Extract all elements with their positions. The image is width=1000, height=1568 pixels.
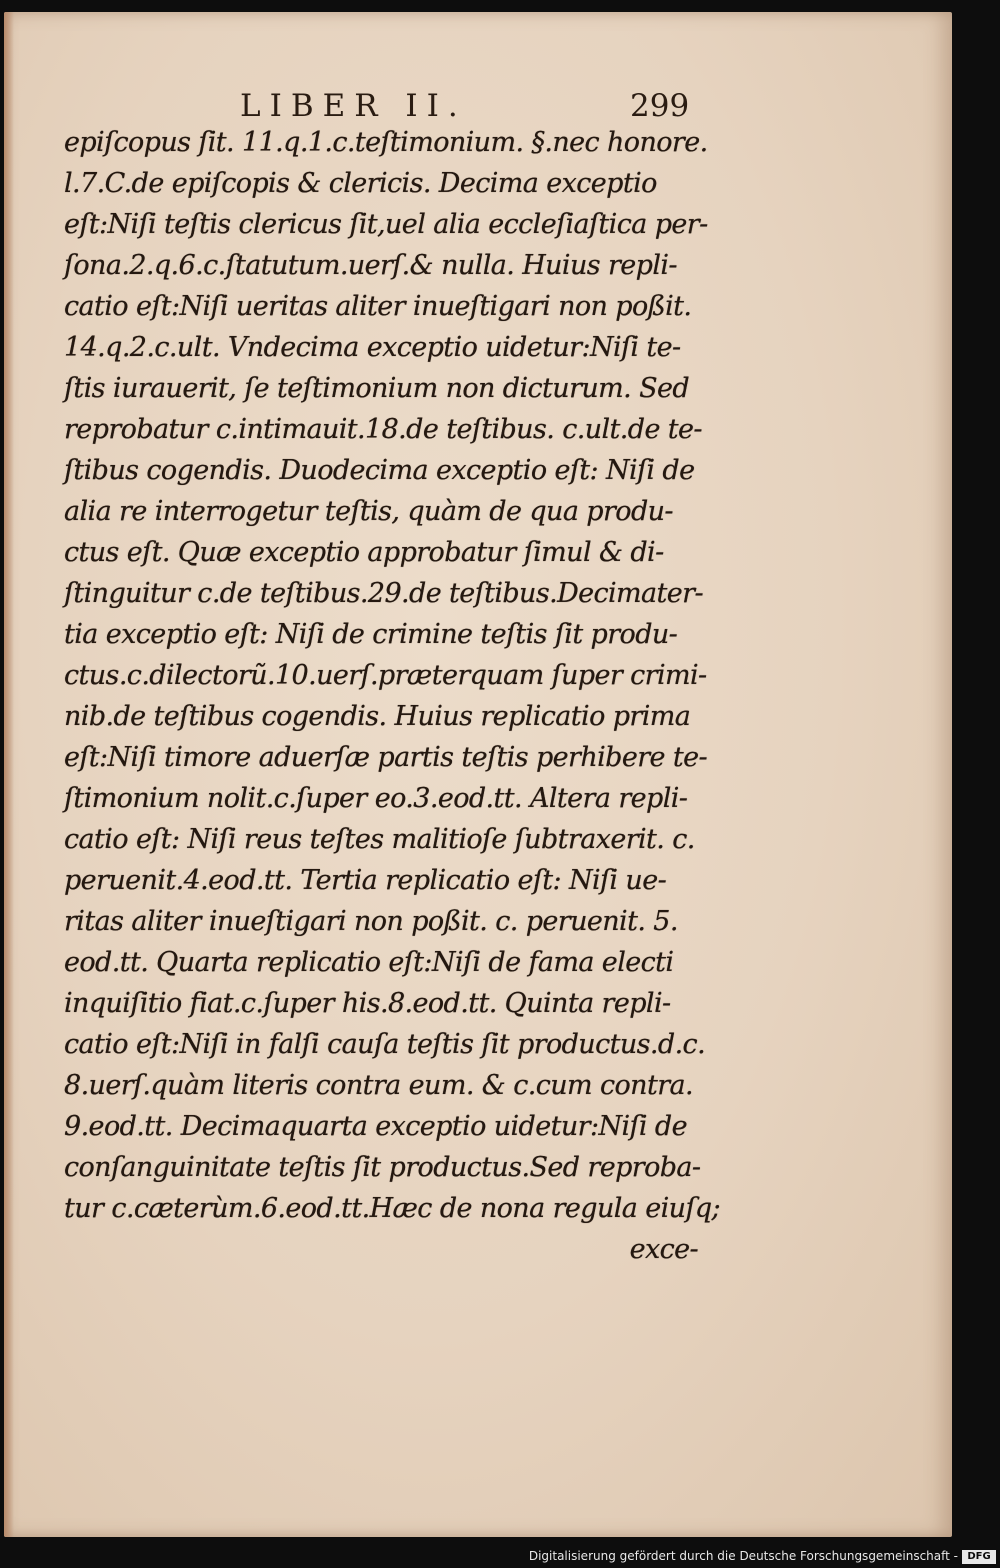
text-line: inquiſitio fiat.c.ſuper his.8.eod.tt. Quinta repli- <box>64 988 671 1019</box>
text-line: l.7.C.de epiſcopis & clericis. Decima exceptio <box>64 168 657 199</box>
body-text <box>64 122 721 1270</box>
text-line: 8.uerſ.quàm literis contra eum. & c.cum contra. <box>64 1070 694 1101</box>
funding-credit: Digitalisierung gefördert durch die Deutsche Forschungsgemeinschaft - <box>528 1549 958 1563</box>
text-line: eſt:Niſi teſtis clericus ſit,uel alia eccleſiaſtica per- <box>64 209 708 240</box>
text-line: eod.tt. Quarta replicatio eſt:Niſi de fama electi <box>64 947 674 978</box>
text-line: conſanguinitate teſtis ſit productus.Sed reproba- <box>64 1152 701 1183</box>
page-number: 299 <box>630 88 690 124</box>
text-line: tur c.cæterùm.6.eod.tt.Hæc de nona regula eiuſq; <box>64 1193 721 1224</box>
text-line: nib.de teſtibus cogendis. Huius replicatio prima <box>64 701 691 732</box>
text-line: peruenit.4.eod.tt. Tertia replicatio eſt: Niſi ue- <box>64 865 667 896</box>
text-line: ſtis iurauerit, ſe teſtimonium non dicturum. Sed <box>64 373 690 404</box>
text-line: tia exceptio eſt: Niſi de crimine teſtis ſit produ- <box>64 619 678 650</box>
text-line: reprobatur c.intimauit.18.de teſtibus. c.ult.de te- <box>64 414 702 445</box>
text-line: ſtinguitur c.de teſtibus.29.de teſtibus.Decimater- <box>64 578 704 609</box>
text-line: catio eſt:Niſi in falſi cauſa teſtis ſit productus.d.c. <box>64 1029 706 1060</box>
catchword: exce- <box>629 1234 698 1265</box>
page-spine-shadow <box>4 12 14 1537</box>
running-title: LIBER II. <box>240 88 467 124</box>
text-line: ſtibus cogendis. Duodecima exceptio eſt: Niſi de <box>64 455 695 486</box>
text-line: catio eſt: Niſi reus teſtes malitioſe ſubtraxerit. c. <box>64 824 695 855</box>
text-line: ctus.c.dilectorũ.10.uerſ.præterquam ſuper crimi- <box>64 660 707 691</box>
text-line: 9.eod.tt. Decimaquarta exceptio uidetur:Niſi de <box>64 1111 687 1142</box>
text-line: ſtimonium nolit.c.ſuper eo.3.eod.tt. Altera repli- <box>64 783 688 814</box>
footer-bar <box>0 1548 1000 1568</box>
text-line: eſt:Niſi timore aduerſæ partis teſtis perhibere te- <box>64 742 708 773</box>
dfg-logo-icon: DFG <box>962 1550 996 1564</box>
text-line: ritas aliter inueſtigari non poßit. c. peruenit. 5. <box>64 906 678 937</box>
text-line: ſona.2.q.6.c.ſtatutum.uerſ.& nulla. Huius repli- <box>64 250 677 281</box>
text-line: alia re interrogetur teſtis, quàm de qua produ- <box>64 496 673 527</box>
book-page <box>4 12 952 1537</box>
text-line: ctus eſt. Quæ exceptio approbatur ſimul & di- <box>64 537 664 568</box>
text-line: epiſcopus ſit. 11.q.1.c.teſtimonium. §.nec honore. <box>64 127 708 158</box>
text-line: catio eſt:Niſi ueritas aliter inueſtigari non poßit. <box>64 291 692 322</box>
text-line: 14.q.2.c.ult. Vndecima exceptio uidetur:Niſi te- <box>64 332 681 363</box>
